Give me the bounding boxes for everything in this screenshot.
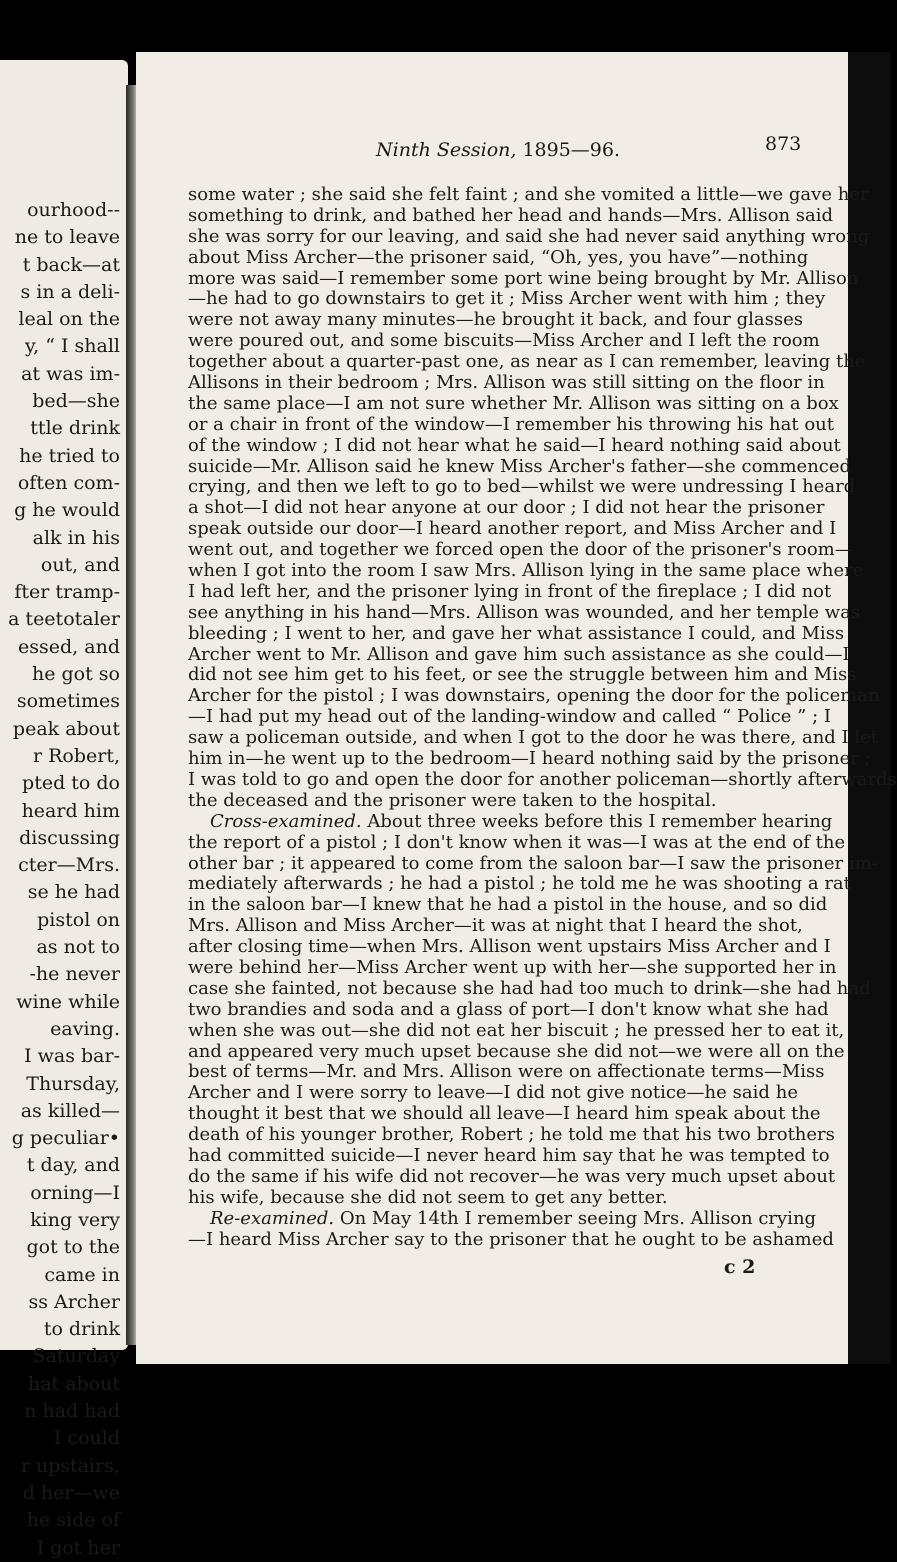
running-header	[376, 139, 620, 161]
left-page-line: se he had	[27, 881, 120, 904]
line-text: On May 14th I remember seeing Mrs. Allison crying	[334, 1207, 817, 1229]
left-page-line: often com-	[17, 471, 120, 494]
left-page-line: as killed—	[20, 1099, 120, 1122]
body-line	[188, 664, 857, 686]
body-line	[188, 1040, 845, 1063]
body-line	[188, 1103, 821, 1125]
line-text: do the same if his wife did not recover—he was very much upset about	[188, 1165, 836, 1187]
body-line	[188, 413, 834, 436]
body-line	[188, 727, 879, 749]
body-line	[188, 1144, 830, 1167]
left-page-line: r Robert,	[32, 744, 120, 767]
body-line	[188, 392, 839, 415]
body-line	[188, 497, 825, 519]
body-line	[188, 1228, 834, 1251]
body-line	[188, 1165, 836, 1188]
left-page-line: essed, and	[18, 635, 120, 658]
line-text: Archer for the pistol ; I was downstairs, opening the door for the policeman	[188, 685, 880, 707]
body-line	[188, 330, 820, 352]
page-edge-shadow	[848, 52, 891, 1364]
line-text: more was said—I remember some port wine being brought by Mr. Allison	[188, 267, 859, 289]
left-page-line: I could	[53, 1427, 120, 1450]
signature-mark: c 2	[724, 1256, 756, 1278]
line-text: other bar ; it appeared to come from the saloon bar—I saw the prisoner im-	[188, 852, 878, 874]
left-page-line: I was bar-	[24, 1045, 120, 1068]
line-text: or a chair in front of the window—I remember his throwing his hat out	[188, 413, 834, 435]
body-line	[188, 288, 826, 310]
left-page-line: discussing	[19, 826, 120, 849]
body-line	[188, 831, 846, 854]
line-text: had committed suicide—I never heard him say that he was tempted to	[188, 1144, 830, 1166]
left-page-line: to drink	[43, 1318, 120, 1341]
left-page-line: ttle drink	[30, 417, 120, 440]
line-text: I was told to go and open the door for another policeman—shortly afterwards	[188, 768, 897, 790]
body-line	[188, 768, 897, 791]
left-page-line: y, “ I shall	[24, 335, 120, 358]
body-line	[188, 894, 828, 916]
line-text: him in—he went up to the bedroom—I heard nothing said by the prisoner ;	[188, 748, 871, 770]
left-page-line: ne to leave	[14, 226, 120, 249]
left-page-line: Thursday,	[26, 1072, 120, 1095]
line-text: some water ; she said she felt faint ; and she vomited a little—we gave her	[188, 184, 869, 205]
body-line	[188, 309, 803, 331]
left-page-line: out, and	[40, 553, 120, 576]
line-text: when she was out—she did not eat her biscuit ; he pressed her to eat it,	[188, 1019, 845, 1041]
line-text: Archer went to Mr. Allison and gave him such assistance as she could—I	[188, 643, 850, 665]
line-text: about Miss Archer—the prisoner said, “Oh, yes, you have”—nothing	[188, 246, 809, 268]
line-text: were poured out, and some biscuits—Miss Archer and I left the room	[188, 330, 820, 352]
line-text: of the window ; I did not hear what he said—I heard nothing said about	[188, 434, 841, 456]
body-line	[188, 810, 833, 833]
body-line	[188, 685, 880, 707]
line-text: his wife, because she did not seem to get any better.	[188, 1186, 668, 1208]
body-line	[188, 204, 834, 227]
line-text: bleeding ; I went to her, and gave her what assistance I could, and Miss	[188, 622, 845, 644]
left-page-text	[8, 197, 120, 1562]
body-line	[188, 622, 845, 645]
body-line	[188, 643, 850, 666]
body-line	[188, 601, 861, 624]
body-line	[188, 580, 832, 603]
body-line	[188, 455, 852, 478]
left-page-line: eaving.	[50, 1017, 120, 1040]
line-text: mediately afterwards ; he had a pistol ; he told me he was shooting a rat	[188, 873, 851, 895]
body-line	[188, 977, 871, 1000]
line-text: when I got into the room I saw Mrs. Allison lying in the same place where	[188, 560, 864, 582]
line-text: case she fainted, not because she had had too much to drink—she had had	[188, 977, 871, 999]
body-line	[188, 998, 829, 1021]
line-text: —he had to go downstairs to get it ; Miss Archer went with him ; they	[188, 288, 826, 310]
body-line	[188, 852, 878, 875]
body-line	[188, 1019, 845, 1042]
left-page-line: t back—at	[22, 253, 120, 276]
section-label: Cross-examined.	[210, 810, 362, 832]
page-number: 873	[765, 133, 802, 155]
line-text: the report of a pistol ; I don't know when it was—I was at the end of the	[188, 831, 846, 853]
line-text: were not away many minutes—he brought it back, and four glasses	[188, 309, 803, 331]
session-title: Ninth Session,	[376, 139, 517, 161]
section-label: Re-examined.	[210, 1207, 335, 1229]
left-page-line: he tried to	[19, 444, 120, 467]
line-text: speak outside our door—I heard another report, and Miss Archer and I	[188, 518, 837, 540]
left-page-line: king very	[30, 1208, 120, 1231]
body-text	[188, 184, 897, 1250]
line-text: were behind her—Miss Archer went up with her—she supported her in	[188, 956, 837, 978]
left-page-line: pistol on	[37, 908, 120, 931]
line-text: together about a quarter-past one, as near as I can remember, leaving the	[188, 351, 866, 373]
line-text: the deceased and the prisoner were taken to the hospital.	[188, 789, 717, 811]
line-text: a shot—I did not hear anyone at our door ; I did not hear the prisoner	[188, 497, 825, 519]
body-line	[188, 956, 837, 979]
body-line	[188, 246, 809, 269]
line-text: saw a policeman outside, and when I got to the door he was there, and I let	[188, 727, 879, 749]
left-page-line: g peculiar•	[11, 1127, 120, 1150]
session-years: 1895—96.	[522, 139, 621, 161]
body-line	[188, 184, 869, 206]
line-text: two brandies and soda and a glass of port—I don't know what she had	[188, 998, 829, 1020]
body-line	[188, 225, 870, 248]
left-page-line: cter—Mrs.	[18, 854, 120, 877]
body-line	[188, 1124, 835, 1146]
left-page-line: g he would	[14, 499, 120, 522]
line-text: in the saloon bar—I knew that he had a pistol in the house, and so did	[188, 894, 828, 916]
line-text: —I heard Miss Archer say to the prisoner that he ought to be ashamed	[188, 1228, 834, 1250]
left-page-line: alk in his	[32, 526, 120, 549]
body-line	[188, 706, 831, 728]
left-page-line: r upstairs,	[20, 1454, 120, 1477]
left-page-line: n had had	[24, 1400, 120, 1423]
body-line	[188, 372, 825, 394]
line-text: she was sorry for our leaving, and said she had never said anything wrong	[188, 225, 870, 247]
body-line	[188, 267, 859, 290]
left-page-line: -he never	[29, 963, 120, 986]
line-text: —I had put my head out of the landing-window and called “ Police ” ; I	[188, 706, 831, 728]
left-page-line: wine while	[16, 990, 120, 1013]
left-page-line: he got so	[32, 663, 120, 686]
body-line	[188, 1083, 798, 1104]
left-page-line: fter tramp-	[14, 581, 120, 604]
line-text: see anything in his hand—Mrs. Allison was wounded, and her temple was	[188, 601, 861, 623]
left-page-line: orning—I	[30, 1181, 120, 1204]
left-page-line: as not to	[36, 936, 120, 959]
line-text: and appeared very much upset because she did not—we were all on the	[188, 1040, 845, 1062]
left-page-line: s in a deli-	[20, 280, 120, 303]
left-page-line: pted to do	[22, 772, 120, 795]
left-page	[0, 60, 128, 1559]
line-text: after closing time—when Mrs. Allison went upstairs Miss Archer and I	[188, 936, 831, 958]
line-text: suicide—Mr. Allison said he knew Miss Archer's father—she commenced	[188, 455, 852, 477]
body-line	[188, 1207, 817, 1230]
body-line	[188, 791, 798, 812]
line-text: something to drink, and bathed her head and hands—Mrs. Allison said	[188, 204, 834, 226]
line-text: did not see him get to his feet, or see the struggle between him and Miss	[188, 664, 857, 686]
left-page-line: bed—she	[32, 390, 120, 413]
line-text: crying, and then we left to go to bed—whilst we were undressing I heard	[188, 476, 856, 498]
left-page-line: heard him	[21, 799, 120, 822]
line-text: Mrs. Allison and Miss Archer—it was at night that I heard the shot,	[188, 915, 803, 937]
body-line	[188, 351, 866, 373]
line-text: Allisons in their bedroom ; Mrs. Allison was still sitting on the floor in	[188, 372, 825, 394]
left-page-line: sometimes	[16, 690, 120, 713]
body-line	[188, 1188, 798, 1209]
body-line	[188, 915, 803, 937]
line-text: About three weeks before this I remember hearing	[361, 810, 833, 832]
body-line	[188, 476, 856, 498]
left-page-line: hat about	[27, 1372, 120, 1395]
left-page-line: a teetotaler	[8, 608, 120, 631]
left-page-line: leal on the	[18, 308, 120, 331]
line-text: death of his younger brother, Robert ; he told me that his two brothers	[188, 1124, 835, 1146]
body-line	[188, 539, 853, 561]
left-page-line: at was im-	[21, 362, 120, 385]
left-page-line: d her—we	[22, 1481, 120, 1504]
left-page-line: ss Archer	[28, 1290, 120, 1313]
line-text: went out, and together we forced open the door of the prisoner's room—	[188, 539, 853, 561]
line-text: best of terms—Mr. and Mrs. Allison were on affectionate terms—Miss	[188, 1061, 825, 1083]
left-page-line: t day, and	[26, 1154, 120, 1177]
left-page-line: Saturday	[32, 1345, 120, 1368]
line-text: Archer and I were sorry to leave—I did not give notice—he said he	[188, 1082, 798, 1104]
body-line	[188, 873, 851, 895]
line-text: I had left her, and the prisoner lying in front of the fireplace ; I did not	[188, 580, 832, 602]
body-line	[188, 518, 837, 540]
line-text: the same place—I am not sure whether Mr. Allison was sitting on a box	[188, 392, 839, 414]
line-text: thought it best that we should all leave—I heard him speak about the	[188, 1103, 821, 1125]
left-page-line: got to the	[26, 1236, 120, 1259]
left-page-line: came in	[44, 1263, 120, 1286]
body-line	[188, 748, 871, 770]
left-page-line: he side of	[26, 1509, 120, 1532]
body-line	[188, 936, 831, 958]
body-line	[188, 560, 864, 582]
left-page-line: peak about	[12, 717, 120, 740]
left-page-line: ourhood--	[27, 199, 120, 221]
left-page-line: I got her	[36, 1536, 120, 1559]
body-line	[188, 434, 841, 457]
body-line	[188, 1061, 825, 1083]
